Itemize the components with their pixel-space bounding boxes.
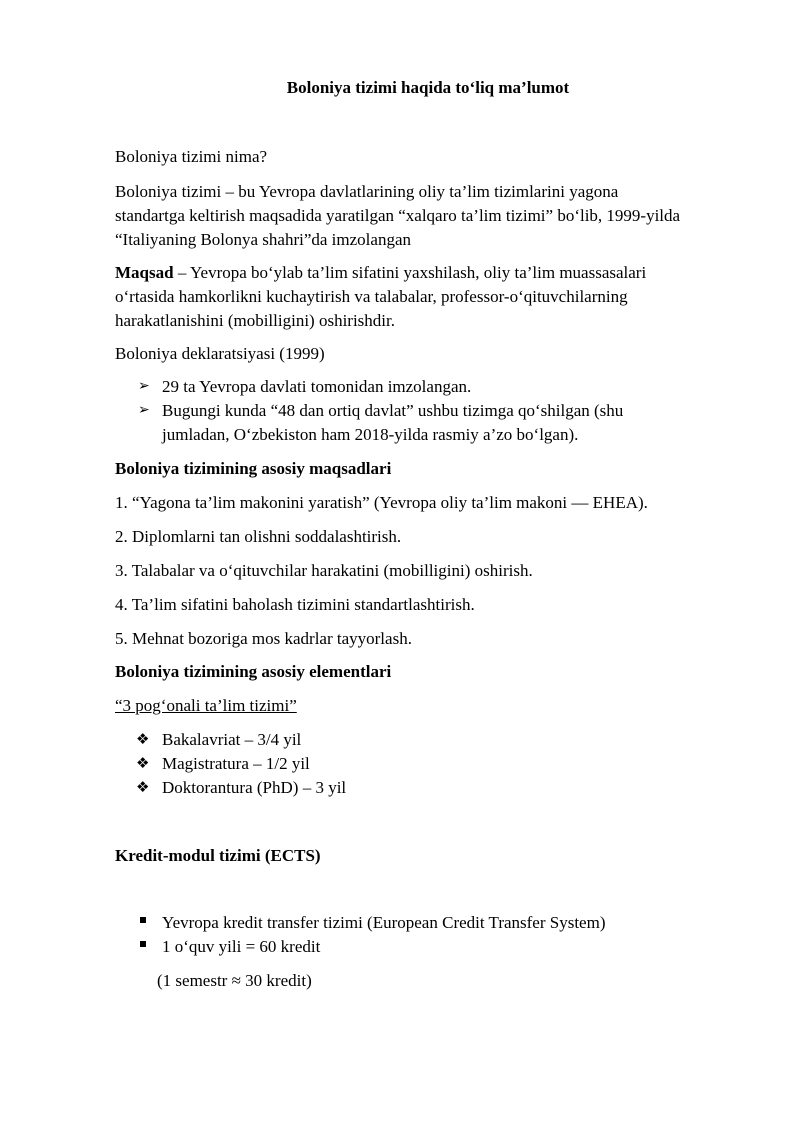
declaration-bullet-1: 29 ta Yevropa davlati tomonidan imzolangan. xyxy=(162,377,472,396)
square-bullet-icon xyxy=(140,917,146,923)
goal-item-5: 5. Mehnat bozoriga mos kadrlar tayyorlash. xyxy=(115,629,412,648)
goal-line-2: o‘rtasida hamkorlikni kuchaytirish va talabalar, professor-o‘qituvchilarning xyxy=(115,287,628,306)
level-doctorate: Doktorantura (PhD) – 3 yil xyxy=(162,778,347,797)
goal-line-1 xyxy=(115,262,646,283)
square-bullet-icon xyxy=(140,941,146,947)
question-what-is: Boloniya tizimi nima? xyxy=(115,147,268,166)
diamond-bullet-icon: ❖ xyxy=(136,730,150,748)
goal-item-1: 1. “Yagona ta’lim makonini yaratish” (Yevropa oliy ta’lim makoni — EHEA). xyxy=(115,493,648,512)
level-master: Magistratura – 1/2 yil xyxy=(162,754,310,773)
diamond-bullet-icon: ❖ xyxy=(136,754,150,772)
goal-item-2: 2. Diplomlarni tan olishni soddalashtirish. xyxy=(115,527,402,546)
goal-label: Maqsad xyxy=(115,263,174,282)
definition-line-1: Boloniya tizimi – bu Yevropa davlatlarining oliy ta’lim tizimlarini yagona xyxy=(115,182,619,201)
diamond-bullet-icon: ❖ xyxy=(136,778,150,796)
declaration-bullet-2-line-1: Bugungi kunda “48 dan ortiq davlat” ushbu tizimga qo‘shilgan (shu xyxy=(162,401,624,420)
goal-item-3: 3. Talabalar va o‘qituvchilar harakatini (mobilligini) oshirish. xyxy=(115,561,533,580)
credit-heading: Kredit-modul tizimi (ECTS) xyxy=(115,846,321,865)
arrow-bullet-icon: ➢ xyxy=(138,378,150,394)
declaration-heading: Boloniya deklaratsiyasi (1999) xyxy=(115,344,325,363)
elements-heading: Boloniya tizimining asosiy elementlari xyxy=(115,662,392,681)
document-title: Boloniya tizimi haqida to‘liq ma’lumot xyxy=(286,78,570,97)
credit-semester-note: (1 semestr ≈ 30 kredit) xyxy=(157,971,312,990)
credit-bullet-2: 1 o‘quv yili = 60 kredit xyxy=(162,937,321,956)
goal-line-1-text: – Yevropa bo‘ylab ta’lim sifatini yaxshilash, oliy ta’lim muassasalari xyxy=(173,263,647,282)
level-bachelor: Bakalavriat – 3/4 yil xyxy=(162,730,302,749)
goals-heading: Boloniya tizimining asosiy maqsadlari xyxy=(115,459,392,478)
goal-item-4: 4. Ta’lim sifatini baholash tizimini standartlashtirish. xyxy=(115,595,475,614)
arrow-bullet-icon: ➢ xyxy=(138,402,150,418)
goal-line-3: harakatlanishini (mobilligini) oshirishdir. xyxy=(115,311,395,330)
levels-subheading: “3 pog‘onali ta’lim tizimi” xyxy=(115,696,297,715)
definition-line-2: standartga keltirish maqsadida yaratilgan “xalqaro ta’lim tizimi” bo‘lib, 1999-yilda xyxy=(115,206,681,225)
credit-bullet-1: Yevropa kredit transfer tizimi (European Credit Transfer System) xyxy=(162,913,606,932)
declaration-bullet-2-line-2: jumladan, O‘zbekiston ham 2018-yilda rasmiy a’zo bo‘lgan). xyxy=(162,425,579,444)
definition-line-3: “Italiyaning Bolonya shahri”da imzolangan xyxy=(115,230,411,249)
